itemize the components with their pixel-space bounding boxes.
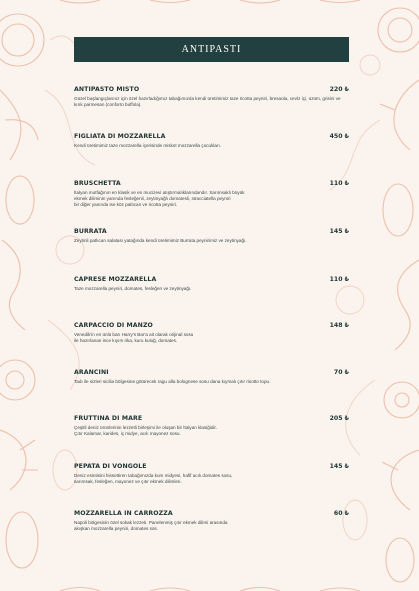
item-price: 110 ₺ [329,276,349,283]
item-description: Taze mozzarella peyniri, domates, fesleğen ve zeytinyağı. [74,285,192,291]
item-name: CAPRESE MOZZARELLA [74,276,157,283]
item-name: BRUSCHETTA [74,180,121,187]
menu-item [74,276,349,292]
menu-item [74,510,349,532]
item-name: ANTIPASTO MISTO [74,86,140,93]
item-name: BURRATA [74,228,107,235]
item-description: Tadı ile sizleri sicilia bölgesine götürecek ragu alla bolognese sosu dana kıymalı çıtır risotto topu. [74,378,271,384]
item-name: ARANCINI [74,369,109,376]
item-description: Çeşitli deniz ürünlerinin lezzetli birleşimi ile oluşan bir İtalyan klasiğidir. Çıtır Kalamar, karides, iç midye, acılı mayonez sosu. [74,424,217,436]
item-name: CARPACCIO DI MANZO [74,322,153,329]
item-price: 60 ₺ [333,510,349,517]
item-description: İtalyan mutfağının en klasik ve en mucizevi atıştırmalıklarındandır. Sarımsaklı büyük ekmek diliminin yanında fesleğenli, zeytinyağlı domatesli, stracciatella peyniri bir diğer yanında ise köz patlıcan ve ricotta peyniri. [74,189,245,208]
menu-item [74,180,349,208]
menu-item [74,228,349,244]
item-description: Güzel başlangıçlarınız için özel hazırladığımız tabağımızda kendi üretimimiz taze ricotta peyniri, bresaola, cevİz içi, üzüm, grisini ve kırık parmesan (conforto buffola). [74,95,341,107]
item-price: 220 ₺ [329,86,349,93]
item-description: Venedik'in en ünlü barı Harry's Bar'a ait olarak orijinal sosu ile hazırlanan ince kıyım rika, kuru kuluğ, domates. [74,331,194,343]
item-price: 145 ₺ [329,463,349,470]
item-name: PEPATA DI VONGOLE [74,463,147,470]
menu-item [74,415,349,437]
menu-item [74,322,349,344]
item-name: FRUTTINA DI MARE [74,415,143,422]
item-price: 205 ₺ [329,415,349,422]
section-title: ANTIPASTI [181,44,242,55]
section-banner [74,37,349,62]
item-description: Napoli bölgesinin özel sokak lezzeti. Panelenmiş çıtır ekmek dilimi arasında akışkan mozzarella peyniri, domates sos. [74,519,228,531]
menu-item [74,463,349,485]
item-name: FIGLIATA DI MOZZARELLA [74,133,166,140]
item-price: 70 ₺ [333,369,349,376]
item-price: 145 ₺ [329,228,349,235]
item-price: 148 ₺ [329,322,349,329]
item-price: 450 ₺ [329,133,349,140]
menu-item [74,133,349,149]
item-description: Kendi üretimimiz taze mozzarella içerisinde miskot mozzarella çocukları. [74,142,222,148]
item-price: 110 ₺ [329,180,349,187]
item-description: Zeytinli patlıcan salatası yatağında kendi üretimimiz Burrata peynirimiz ve zeytinyağı. [74,237,247,243]
item-name: MOZZARELLA IN CARROZZA [74,510,173,517]
menu-item [74,369,349,385]
item-description: Deniz esintisini hissettiren tabağımızda kum midyesi, hafif acılı domates sosu, sarımsak, fesleğen, mayonez ve çıtır ekmek dilimleri. [74,472,233,484]
menu-item [74,86,349,108]
